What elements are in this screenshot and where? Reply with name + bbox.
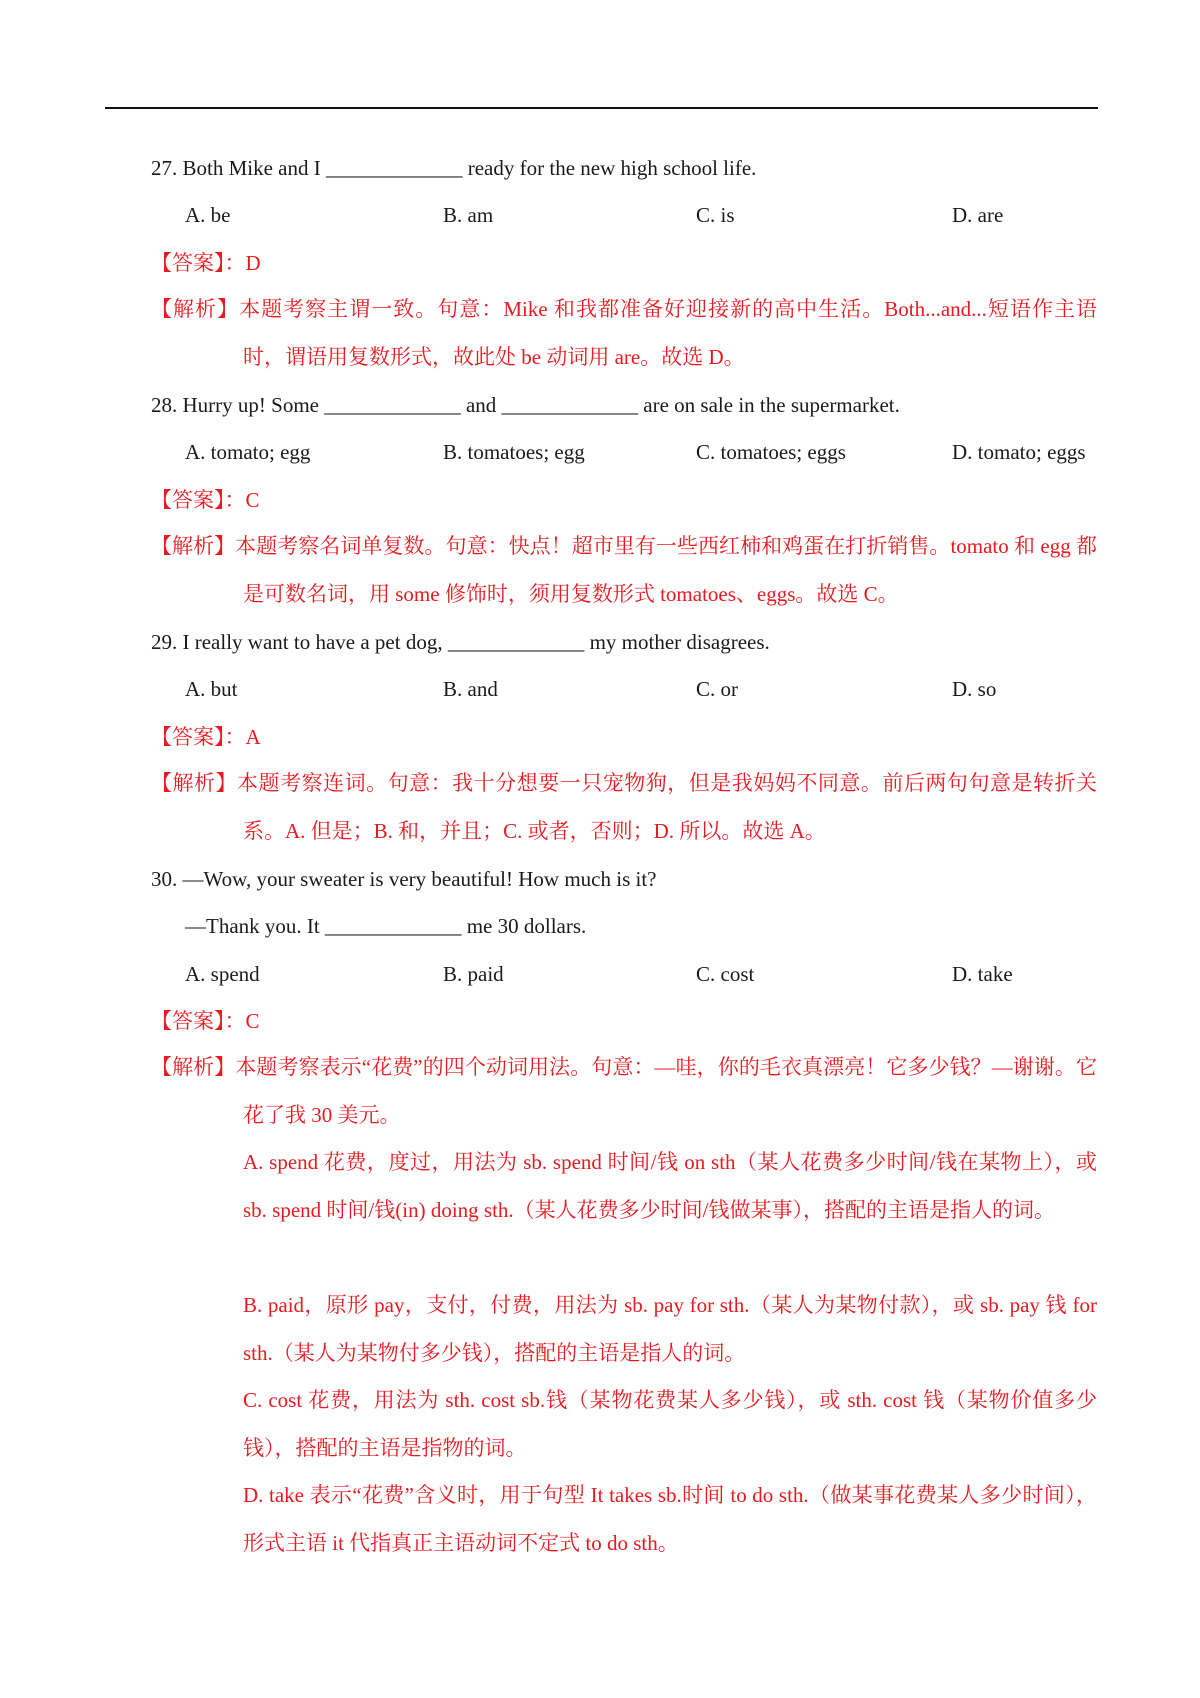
explanation-text: 【解析】本题考察名词单复数。句意：快点！超市里有一些西红柿和鸡蛋在打折销售。tomato 和 egg 都是可数名词，用 some 修饰时，须用复数形式 tomatoes、eggs。故选 C。 xyxy=(151,534,1097,606)
question-30-note-d: D. take 表示“花费”含义时，用于句型 It takes sb.时间 to do sth.（做某事花费某人多少时间），形式主语 it 代指真正主语动词不定式 to do sth。 xyxy=(243,1483,1097,1555)
explain-tag: 【解析】 xyxy=(151,297,240,321)
explain-tag: 【解析】 xyxy=(151,771,238,795)
answer-value: D xyxy=(245,251,261,275)
answer-tag: 【答案】： xyxy=(151,488,246,512)
header-rule xyxy=(105,107,1098,109)
question-29-stem: 29. I really want to have a pet dog, _____________ my mother disagrees. xyxy=(151,630,770,654)
question-29-explanation xyxy=(151,760,1097,855)
question-28-explanation xyxy=(151,523,1097,618)
question-29-option-d: D. so xyxy=(952,677,997,701)
question-28-stem: 28. Hurry up! Some _____________ and _____________ are on sale in the supermarket. xyxy=(151,393,900,417)
question-30-stem: 30. —Wow, your sweater is very beautiful! How much is it? xyxy=(151,867,657,891)
question-30-note-b: B. paid，原形 pay，支付，付费，用法为 sb. pay for sth.（某人为某物付款），或 sb. pay 钱 for sth.（某人为某物付多少钱），搭配的主语是指人的词。 xyxy=(243,1293,1097,1365)
question-28-option-d: D. tomato; eggs xyxy=(952,440,1086,464)
question-30-option-c: C. cost xyxy=(696,962,755,986)
answer-tag: 【答案】： xyxy=(151,251,246,275)
explanation-text: 【解析】本题考察主谓一致。句意：Mike 和我都准备好迎接新的高中生活。Both...and...短语作主语时，谓语用复数形式，故此处 be 动词用 are。故选 D。 xyxy=(151,297,1097,369)
question-27-option-c: C. is xyxy=(696,203,735,227)
question-30-stem-reply: —Thank you. It _____________ me 30 dollars. xyxy=(185,914,587,938)
question-30-note-a: A. spend 花费，度过，用法为 sb. spend 时间/钱 on sth（某人花费多少时间/钱在某物上），或 sb. spend 时间/钱(in) doing sth.（某人花费多少时间/钱做某事），搭配的主语是指人的词。 xyxy=(243,1150,1097,1222)
question-30-option-a: A. spend xyxy=(185,962,260,986)
question-27-answer xyxy=(151,248,261,278)
question-30-note-c: C. cost 花费，用法为 sth. cost sb.钱（某物花费某人多少钱），或 sth. cost 钱（某物价值多少钱），搭配的主语是指物的词。 xyxy=(243,1388,1097,1460)
explanation-text: 【解析】本题考察表示“花费”的四个动词用法。句意：—哇，你的毛衣真漂亮！它多少钱？—谢谢。它花了我 30 美元。 xyxy=(151,1055,1098,1127)
question-27-option-b: B. am xyxy=(443,203,494,227)
question-30-option-b: B. paid xyxy=(443,962,504,986)
question-28-option-c: C. tomatoes; eggs xyxy=(696,440,846,464)
question-28-answer xyxy=(151,485,260,515)
question-29-option-c: C. or xyxy=(696,677,738,701)
question-30-explanation xyxy=(151,1044,1097,1139)
answer-value: A xyxy=(245,725,261,749)
question-27-explanation xyxy=(151,286,1097,381)
explanation-text: 【解析】本题考察连词。句意：我十分想要一只宠物狗，但是我妈妈不同意。前后两句句意是转折关系。A. 但是；B. 和，并且；C. 或者，否则；D. 所以。故选 A。 xyxy=(151,771,1097,843)
question-27-stem: 27. Both Mike and I _____________ ready for the new high school life. xyxy=(151,156,757,180)
question-27-option-d: D. are xyxy=(952,203,1004,227)
question-28-option-a: A. tomato; egg xyxy=(185,440,311,464)
question-30-answer xyxy=(151,1006,260,1036)
question-29-option-b: B. and xyxy=(443,677,498,701)
question-29-answer xyxy=(151,722,261,752)
answer-value: C xyxy=(245,488,260,512)
explain-tag: 【解析】 xyxy=(151,534,236,558)
question-27-option-a: A. be xyxy=(185,203,231,227)
question-28-option-b: B. tomatoes; egg xyxy=(443,440,585,464)
explain-tag: 【解析】 xyxy=(151,1055,236,1079)
answer-value: C xyxy=(245,1009,260,1033)
answer-tag: 【答案】： xyxy=(151,725,246,749)
answer-tag: 【答案】： xyxy=(151,1009,246,1033)
question-29-option-a: A. but xyxy=(185,677,238,701)
question-30-option-d: D. take xyxy=(952,962,1013,986)
